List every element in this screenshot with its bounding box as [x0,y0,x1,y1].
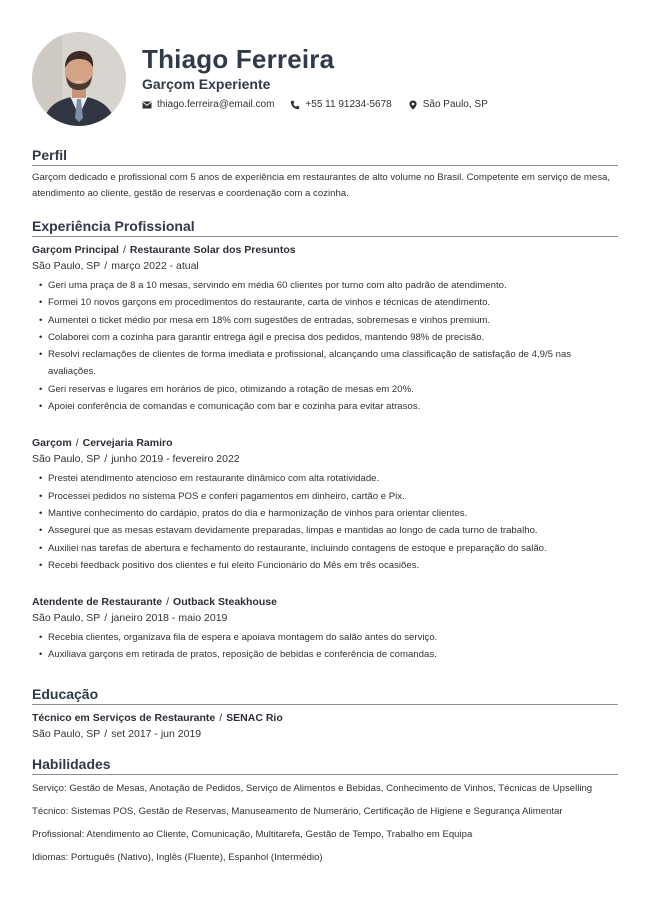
bullet-item: • Auxiliava garçons em retirada de pratos, reposição de bebidas e conferência de comandas. [48,646,618,663]
envelope-icon [142,100,152,110]
profile-summary: Garçom dedicado e profissional com 5 anos de experiência em restaurantes de alto volume no Brasil. Competente em serviço de mesa, atendimento ao cliente, gestão de reservas e coordenação com a cozinha. [32,172,611,199]
education-location: São Paulo, SP [32,727,101,740]
skill-line: Técnico: Sistemas POS, Gestão de Reservas, Manuseamento de Numerário, Certificação de Higiene e Segurança Alimentar [32,805,563,817]
job-separator: / [122,244,126,256]
education-meta [32,726,618,742]
education-separator: / [219,711,223,724]
job-role: Garçom Principal [32,244,119,256]
job-heading [32,435,618,451]
candidate-title: Garçom Experiente [142,76,271,92]
profile-photo [32,32,126,126]
job-separator: / [166,596,170,609]
job-period: junho 2019 - fevereiro 2022 [111,453,240,466]
bullet-item: • Geri reservas e lugares em horários de pico, otimizando a rotação de mesas em 20%. [48,381,618,398]
bullet-item: • Assegurei que as mesas estavam devidamente preparadas, limpas e mantidas ao longo de cada turno de trabalho. [48,522,618,539]
job-entry [32,594,618,664]
job-company: Restaurante Solar dos Presuntos [129,244,296,256]
education-heading [32,710,618,726]
section-profile [32,147,618,202]
education-course: Técnico em Serviços de Restaurante [32,711,216,724]
contact-email [142,99,274,110]
job-meta-separator: / [104,612,108,625]
bullet-item: • Prestei atendimento atencioso em restaurante dinâmico com alta rotatividade. [48,470,618,487]
bullet-item: • Aumentei o ticket médio por mesa em 18% com sugestões de entradas, sobremesas e vinhos premium. [48,312,618,329]
job-meta [32,610,618,626]
job-company: Outback Steakhouse [173,596,277,609]
education-period: set 2017 - jun 2019 [111,727,202,740]
skill-line: Idiomas: Português (Nativo), Inglês (Fluente), Espanhol (Intermédio) [32,851,323,863]
job-bullets [32,277,618,415]
job-bullets [32,470,618,574]
bullet-item: • Recebi feedback positivo dos clientes e fui eleito Funcionário do Mês em três ocasiões. [48,557,618,574]
location-text: São Paulo, SP [422,99,488,110]
job-location: São Paulo, SP [32,260,101,272]
job-period: março 2022 - atual [111,260,199,272]
contact-phone [290,99,391,110]
section-title-experience: Experiência Profissional [32,218,618,237]
bullet-item: • Formei 10 novos garçons em procedimentos do restaurante, carta de vinhos e técnicas de atendimento. [48,294,618,311]
map-pin-icon [408,100,418,110]
job-meta [32,258,618,274]
job-meta [32,451,618,467]
job-heading [32,242,618,258]
skill-line: Profissional: Atendimento ao Cliente, Comunicação, Multitarefa, Gestão de Tempo, Trabalho em Equipa [32,828,473,840]
section-experience [32,218,618,664]
bullet-item: • Resolvi reclamações de clientes de forma imediata e profissional, alcançando uma classificação de satisfação de 4,9/5 nas avaliações. [48,346,618,381]
job-meta-separator: / [104,260,108,272]
job-location: São Paulo, SP [32,453,101,466]
email-text[interactable]: thiago.ferreira@email.com [157,99,275,110]
bullet-item: • Recebia clientes, organizava fila de espera e apoiava montagem do salão antes do serviço. [48,629,618,646]
resume-header [32,0,618,132]
job-location: São Paulo, SP [32,612,101,625]
education-school: SENAC Rio [226,711,283,724]
job-meta-separator: / [104,453,108,466]
job-period: janeiro 2018 - maio 2019 [111,612,228,625]
section-title-profile: Perfil [32,147,618,166]
job-role: Garçom [32,437,72,450]
job-entry [32,435,618,574]
education-meta-separator: / [104,727,108,740]
bullet-item: • Auxiliei nas tarefas de abertura e fechamento do restaurante, incluindo contagens de estoque e preparação do salão. [48,540,618,557]
candidate-name: Thiago Ferreira [142,44,335,74]
job-company: Cervejaria Ramiro [82,437,173,450]
section-title-education: Educação [32,686,618,705]
skill-line: Serviço: Gestão de Mesas, Anotação de Pedidos, Serviço de Alimentos e Bebidas, Conhecimento de Vinhos, Técnicas de Upselling [32,782,593,794]
section-skills [32,756,618,863]
bullet-item: • Colaborei com a cozinha para garantir entrega ágil e precisa dos pedidos, mantendo 98% de precisão. [48,329,618,346]
bullet-item: • Processei pedidos no sistema POS e conferi pagamentos em dinheiro, cartão e Pix. [48,488,618,505]
job-bullets [32,629,618,664]
job-role: Atendente de Restaurante [32,596,163,609]
contact-location [408,99,488,110]
job-entry [32,242,618,415]
bullet-item: • Geri uma praça de 8 a 10 mesas, servindo em média 60 clientes por turno com alto padrão de atendimento. [48,277,618,294]
contact-row [142,99,488,110]
job-separator: / [75,437,79,450]
job-heading [32,594,618,610]
person-photo-icon [32,32,126,126]
section-education [32,686,618,742]
section-title-skills: Habilidades [32,756,618,775]
bullet-item: • Apoiei conferência de comandas e comunicação com bar e cozinha para evitar atrasos. [48,398,618,415]
phone-text[interactable]: +55 11 91234-5678 [305,99,392,110]
bullet-item: • Mantive conhecimento do cardápio, pratos do dia e harmonização de vinhos para orientar clientes. [48,505,618,522]
phone-icon [290,100,300,110]
